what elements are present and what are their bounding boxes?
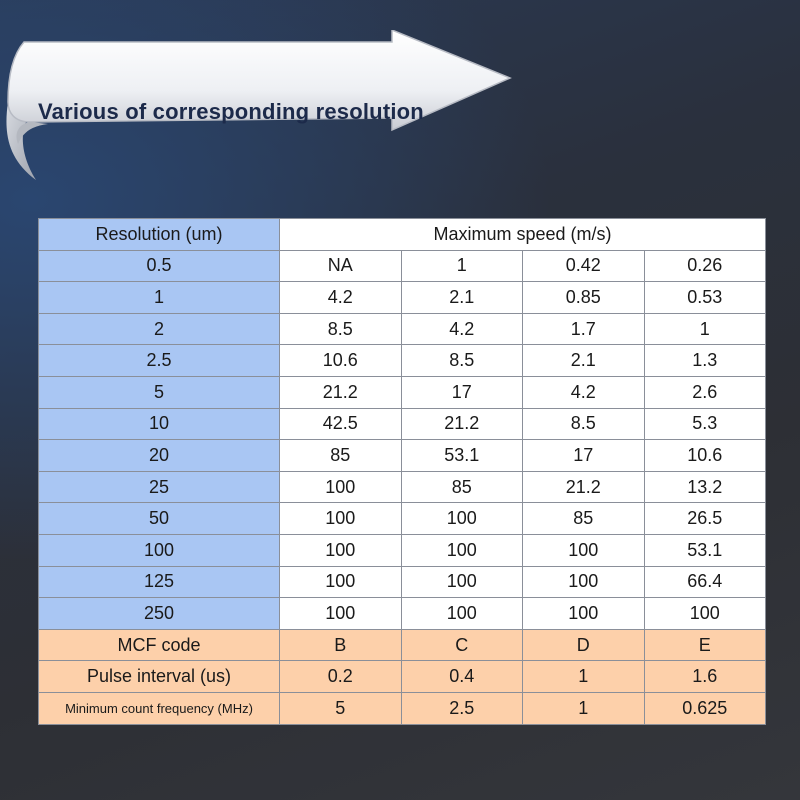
- footer-label: Pulse interval (us): [39, 661, 280, 693]
- speed-cell: 100: [401, 566, 523, 598]
- speed-cell: 0.26: [644, 250, 766, 282]
- speed-cell: 100: [523, 598, 645, 630]
- speed-cell: NA: [280, 250, 402, 282]
- speed-cell: 8.5: [523, 408, 645, 440]
- header-row: [39, 219, 766, 251]
- speed-cell: 4.2: [401, 313, 523, 345]
- speed-cell: 1.3: [644, 345, 766, 377]
- speed-cell: 4.2: [280, 282, 402, 314]
- resolution-cell: 2.5: [39, 345, 280, 377]
- speed-cell: 1: [644, 313, 766, 345]
- footer-cell: 1: [523, 692, 645, 724]
- footer-label: MCF code: [39, 629, 280, 661]
- speed-cell: 100: [523, 534, 645, 566]
- speed-cell: 13.2: [644, 471, 766, 503]
- speed-cell: 1.7: [523, 313, 645, 345]
- resolution-cell: 5: [39, 376, 280, 408]
- title-banner: [0, 30, 520, 190]
- footer-cell: 5: [280, 692, 402, 724]
- speed-cell: 26.5: [644, 503, 766, 535]
- footer-cell: 1.6: [644, 661, 766, 693]
- speed-cell: 85: [523, 503, 645, 535]
- speed-cell: 53.1: [401, 440, 523, 472]
- footer-cell: D: [523, 629, 645, 661]
- speed-cell: 100: [280, 471, 402, 503]
- speed-cell: 85: [280, 440, 402, 472]
- footer-cell: 1: [523, 661, 645, 693]
- footer-cell: B: [280, 629, 402, 661]
- table-row: [39, 282, 766, 314]
- table-row: [39, 534, 766, 566]
- table-row: [39, 345, 766, 377]
- table-row: [39, 598, 766, 630]
- resolution-cell: 25: [39, 471, 280, 503]
- resolution-cell: 250: [39, 598, 280, 630]
- footer-cell: 0.4: [401, 661, 523, 693]
- speed-cell: 66.4: [644, 566, 766, 598]
- footer-cell: 0.2: [280, 661, 402, 693]
- speed-cell: 4.2: [523, 376, 645, 408]
- speed-cell: 0.42: [523, 250, 645, 282]
- speed-cell: 100: [401, 534, 523, 566]
- resolution-cell: 1: [39, 282, 280, 314]
- resolution-table: [38, 218, 766, 725]
- speed-cell: 10.6: [280, 345, 402, 377]
- footer-row: [39, 661, 766, 693]
- footer-label: Minimum count frequency (MHz): [39, 692, 280, 724]
- resolution-cell: 2: [39, 313, 280, 345]
- speed-cell: 100: [280, 566, 402, 598]
- speed-cell: 100: [280, 534, 402, 566]
- table-row: [39, 250, 766, 282]
- speed-cell: 21.2: [280, 376, 402, 408]
- footer-row: [39, 629, 766, 661]
- resolution-cell: 100: [39, 534, 280, 566]
- table-row: [39, 408, 766, 440]
- speed-cell: 42.5: [280, 408, 402, 440]
- footer-row: [39, 692, 766, 724]
- speed-cell: 10.6: [644, 440, 766, 472]
- speed-cell: 100: [280, 503, 402, 535]
- speed-cell: 100: [401, 598, 523, 630]
- resolution-cell: 0.5: [39, 250, 280, 282]
- table-row: [39, 440, 766, 472]
- resolution-header: Resolution (um): [39, 219, 280, 251]
- page-title: Various of corresponding resolution: [38, 99, 424, 124]
- footer-cell: 0.625: [644, 692, 766, 724]
- speed-cell: 2.1: [401, 282, 523, 314]
- speed-cell: 21.2: [401, 408, 523, 440]
- speed-cell: 0.85: [523, 282, 645, 314]
- speed-cell: 1: [401, 250, 523, 282]
- speed-cell: 100: [523, 566, 645, 598]
- table-row: [39, 503, 766, 535]
- resolution-cell: 50: [39, 503, 280, 535]
- speed-cell: 5.3: [644, 408, 766, 440]
- table-row: [39, 376, 766, 408]
- speed-cell: 100: [644, 598, 766, 630]
- speed-cell: 2.6: [644, 376, 766, 408]
- speed-cell: 85: [401, 471, 523, 503]
- table-row: [39, 313, 766, 345]
- speed-cell: 8.5: [280, 313, 402, 345]
- speed-cell: 17: [523, 440, 645, 472]
- footer-cell: 2.5: [401, 692, 523, 724]
- resolution-cell: 10: [39, 408, 280, 440]
- resolution-cell: 125: [39, 566, 280, 598]
- speed-cell: 100: [280, 598, 402, 630]
- footer-cell: C: [401, 629, 523, 661]
- speed-cell: 0.53: [644, 282, 766, 314]
- footer-cell: E: [644, 629, 766, 661]
- speed-cell: 100: [401, 503, 523, 535]
- speed-cell: 8.5: [401, 345, 523, 377]
- speed-header: Maximum speed (m/s): [280, 219, 766, 251]
- speed-cell: 2.1: [523, 345, 645, 377]
- table-row: [39, 566, 766, 598]
- speed-cell: 17: [401, 376, 523, 408]
- table-row: [39, 471, 766, 503]
- speed-cell: 53.1: [644, 534, 766, 566]
- speed-cell: 21.2: [523, 471, 645, 503]
- resolution-cell: 20: [39, 440, 280, 472]
